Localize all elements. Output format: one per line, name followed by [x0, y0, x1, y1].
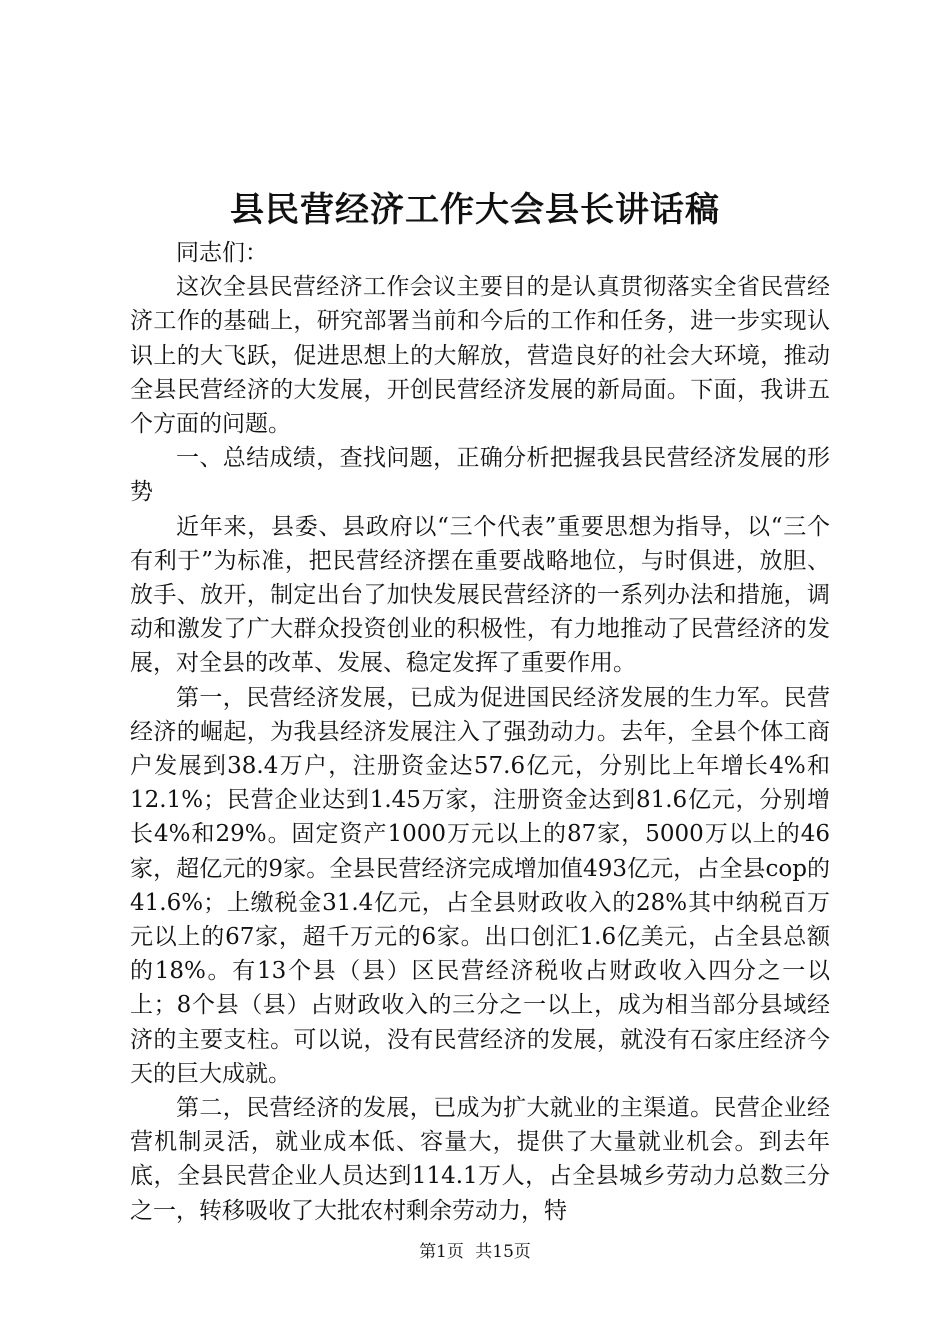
document-body [130, 236, 830, 1228]
paragraph-greeting: 同志们： [176, 240, 268, 266]
page-footer [0, 1240, 950, 1264]
paragraph: 近年来，县委、县政府以“三个代表”重要思想为指导，以“三个有利于”为标准，把民营经济摆在重要战略地位，与时俱进，放胆、放手、放开，制定出台了加快发展民营经济的一系列办法和措施，调动和激发了广大群众投资创业的积极性，有力地推动了民营经济的发展，对全县的改革、发展、稳定发挥了重要作用。 [130, 513, 830, 677]
section-heading: 一、总结成绩，查找问题，正确分析把握我县民营经济发展的形势 [130, 445, 830, 506]
page-total: 共15页 [475, 1242, 531, 1262]
document-title: 县民营经济工作大会县长讲话稿 [230, 190, 720, 230]
paragraph: 第二，民营经济的发展，已成为扩大就业的主渠道。民营企业经营机制灵活，就业成本低、容量大，提供了大量就业机会。到去年底，全县民营企业人员达到114.1万人，占全县城乡劳动力总数三分之一，转移吸收了大批农村剩余劳动力，特 [130, 1095, 830, 1224]
paragraph: 这次全县民营经济工作会议主要目的是认真贯彻落实全省民营经济工作的基础上，研究部署当前和今后的工作和任务，进一步实现认识上的大飞跃，促进思想上的大解放，营造良好的社会大环境，推动全县民营经济的大发展，开创民营经济发展的新局面。下面，我讲五个方面的问题。 [130, 274, 830, 438]
paragraph: 第一，民营经济发展，已成为促进国民经济发展的生力军。民营经济的崛起，为我县经济发展注入了强劲动力。去年，全县个体工商户发展到38.4万户，注册资金达57.6亿元，分别比上年增长4%和12.1%；民营企业达到1.45万家，注册资金达到81.6亿元，分别增长4%和29%。固定资产1000万元以上的87家，5000万以上的46家，超亿元的9家。全县民营经济完成增加值493亿元，占全县cop的41.6%；上缴税金31.4亿元，占全县财政收入的28%其中纳税百万元以上的67家，超千万元的6家。出口创汇1.6亿美元，占全县总额的18%。有13个县（县）区民营经济税收占财政收入四分之一以上；8个县（县）占财政收入的三分之一以上，成为相当部分县域经济的主要支柱。可以说，没有民营经济的发展，就没有石家庄经济今天的巨大成就。 [130, 684, 830, 1087]
page-number: 第1页 [419, 1242, 464, 1262]
